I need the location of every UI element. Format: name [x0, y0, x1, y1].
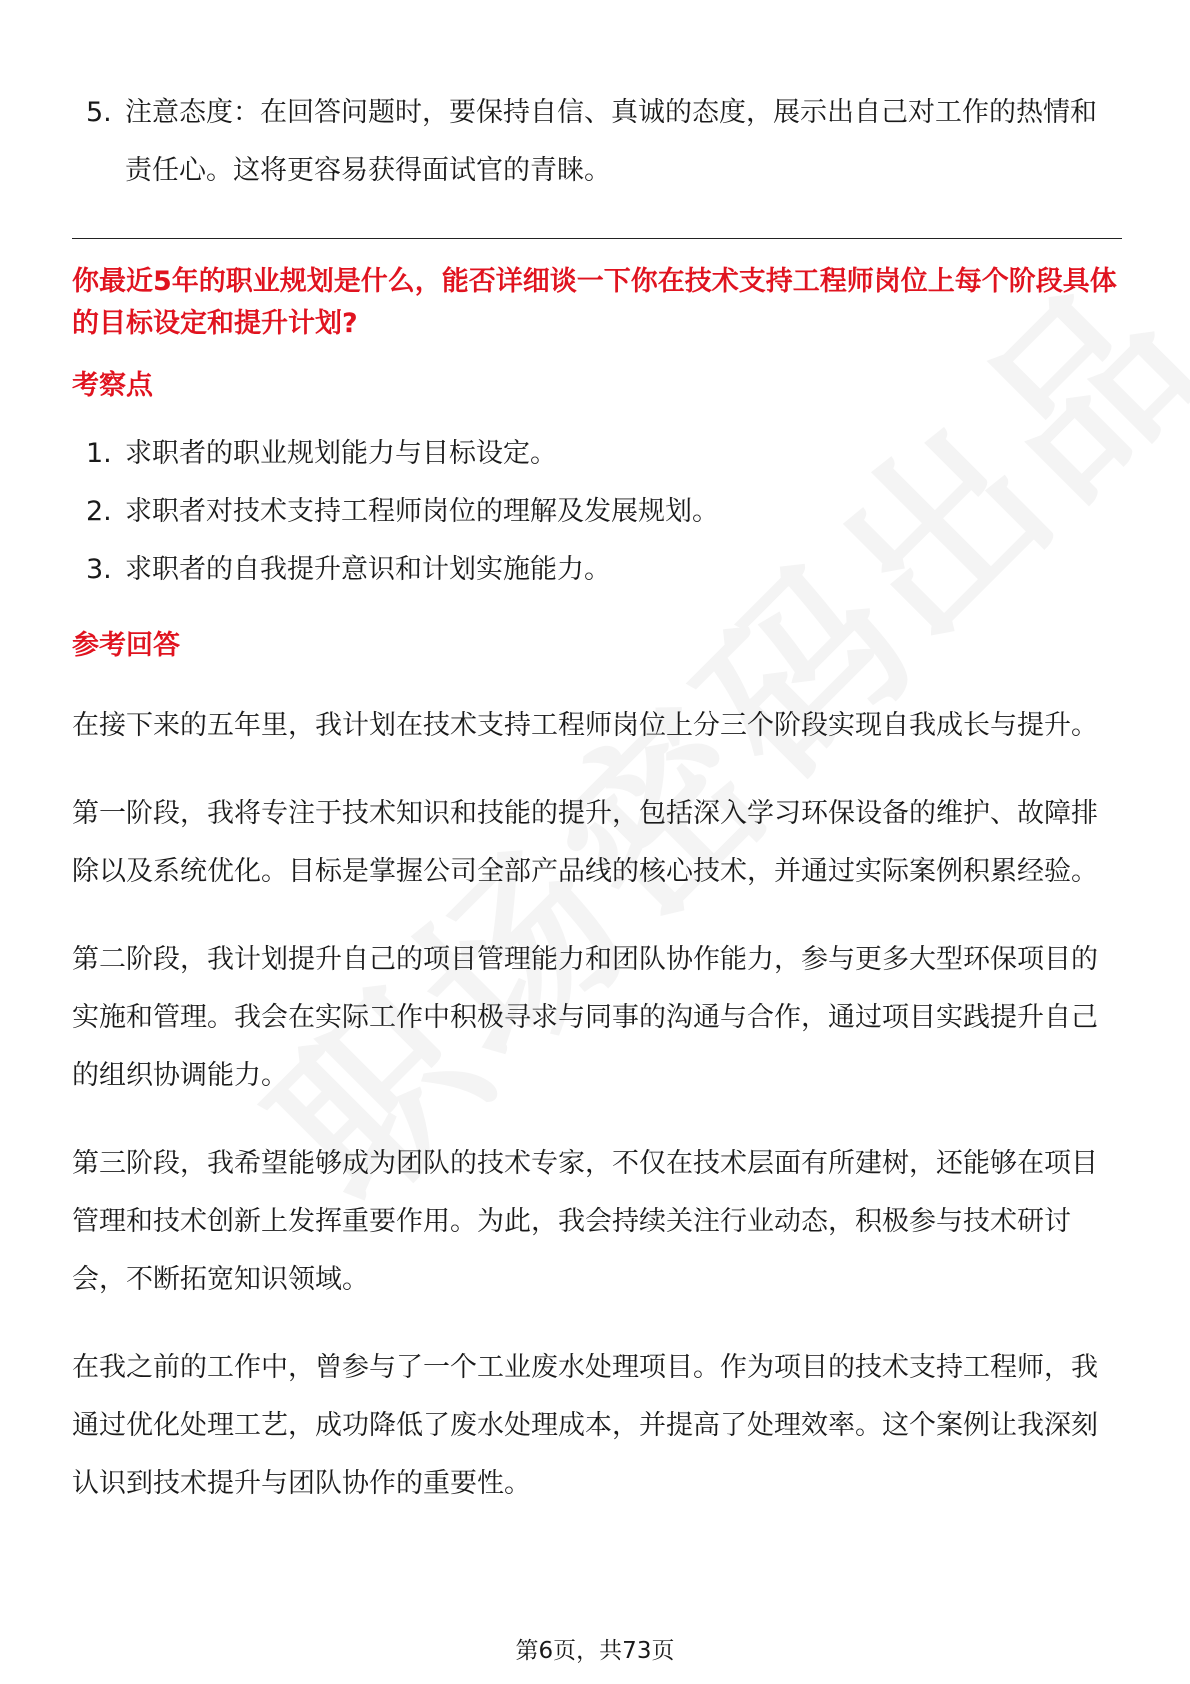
question-heading: 你最近5年的职业规划是什么，能否详细谈一下你在技术支持工程师岗位上每个阶段具体的目标设定和提升计划? [72, 266, 1117, 339]
page-number: 第6页，共73页 [515, 1638, 675, 1664]
section-divider [72, 238, 1122, 239]
points-list [72, 425, 1122, 599]
list-item-text: 求职者的自我提升意识和计划实施能力。 [125, 554, 611, 585]
answer-paragraph: 在接下来的五年里，我计划在技术支持工程师岗位上分三个阶段实现自我成长与提升。 [72, 710, 1098, 741]
list-item [72, 425, 1122, 483]
answer-paragraph: 第一阶段，我将专注于技术知识和技能的提升，包括深入学习环保设备的维护、故障排除以及系统优化。目标是掌握公司全部产品线的核心技术，并通过实际案例积累经验。 [72, 798, 1098, 887]
answer-paragraph: 在我之前的工作中，曾参与了一个工业废水处理项目。作为项目的技术支持工程师，我通过优化处理工艺，成功降低了废水处理成本，并提高了处理效率。这个案例让我深刻认识到技术提升与团队协作的重要性。 [72, 1352, 1098, 1499]
section-title-points: 考察点 [72, 370, 153, 401]
list-number: 3. [86, 554, 112, 585]
section-title-answer: 参考回答 [72, 630, 180, 661]
list-item [72, 541, 1122, 599]
answer-paragraph: 第二阶段，我计划提升自己的项目管理能力和团队协作能力，参与更多大型环保项目的实施和管理。我会在实际工作中积极寻求与同事的沟通与合作，通过项目实践提升自己的组织协调能力。 [72, 944, 1098, 1091]
list-item-text: 注意态度：在回答问题时，要保持自信、真诚的态度，展示出自己对工作的热情和责任心。这将更容易获得面试官的青睐。 [125, 97, 1097, 186]
list-number: 5. [86, 97, 112, 128]
answer-paragraph: 第三阶段，我希望能够成为团队的技术专家，不仅在技术层面有所建树，还能够在项目管理和技术创新上发挥重要作用。为此，我会持续关注行业动态，积极参与技术研讨会，不断拓宽知识领域。 [72, 1148, 1098, 1295]
list-item-text: 求职者对技术支持工程师岗位的理解及发展规划。 [125, 496, 719, 527]
list-item-text: 求职者的职业规划能力与目标设定。 [125, 438, 557, 469]
list-item [72, 84, 1122, 200]
list-number: 1. [86, 438, 112, 469]
document-body [72, 84, 1122, 1513]
list-item [72, 483, 1122, 541]
list-number: 2. [86, 496, 112, 527]
